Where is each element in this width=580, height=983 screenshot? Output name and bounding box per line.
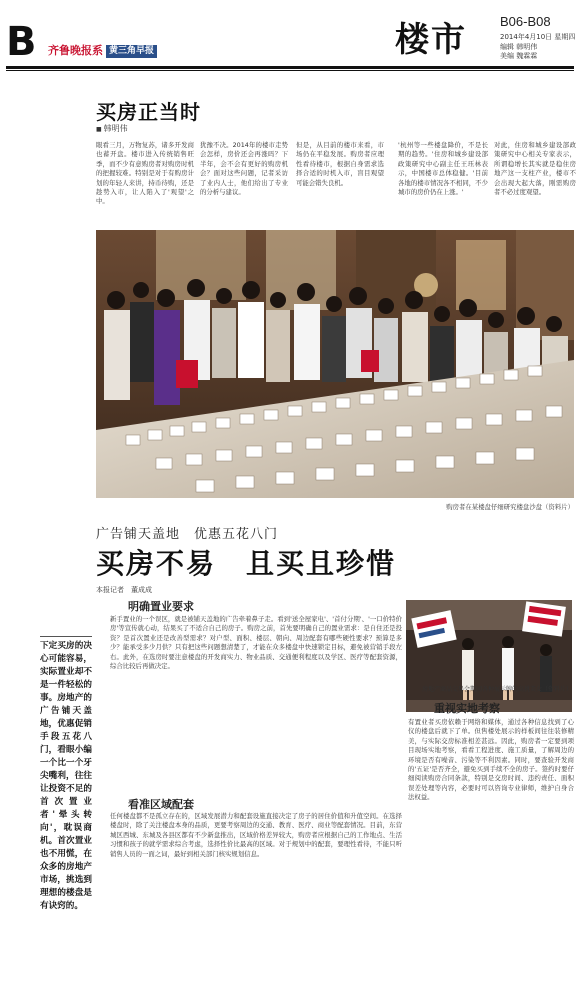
photo-caption: 购房者在某楼盘仔细研究楼盘沙盘（资料片）: [446, 503, 574, 511]
date-line: 2014年4月10日 星期四: [500, 33, 576, 41]
article1-column: 眼看三月，万物复苏，诸多开发商也蓄开盘。楼市进入传统销售旺季，而不少有意购房者对购房时机的把握较难。特别是对于有购房计划的年轻人来讲，持币待购，还是趁势入市，让人陷入了'观望'之中。: [96, 141, 194, 206]
article1-column: '杭州等一些楼盘降价，不是长期的趋势。'住房和城乡建设部政策研究中心副主任王珏林表示，中国楼市总体稳健。'目前各地的楼市情况各不相同，不少城市的房价仍在上涨。': [398, 141, 488, 197]
article1-column: 犹豫不决。2014年的楼市走势会怎样，房价还会再涨吗？下半年，会不会有更好的购房机会？面对这些问题，记者采访了业内人士，他们给出了专业的分析与建议。: [200, 141, 288, 197]
subhead: 明确置业要求: [128, 600, 194, 613]
article1-column: 但是，从目前的楼市来看，市场仍在平稳发展。购房者应理性看待楼市，根据自身需求选择合适的时机入市，盲目观望可能会错失良机。: [296, 141, 384, 187]
article2-byline: 本报记者 董成成: [96, 586, 152, 594]
article2-kicker: 广告铺天盖地 优惠五花八门: [96, 527, 279, 542]
section-letter: B: [6, 19, 37, 65]
article2-body: 新手置业的一个误区，就是被铺天盖地的广告牵着鼻子走。看到'送全屋家电'、'首付分期'、'一口价特价房'等宣传就心动，结果买了不适合自己的房子。购房之前，首先要明确自己的置业需求：是自住还是投资？是首次置业还是改善型需求？对户型、面积、楼层、朝向、周边配套有哪些硬性要求？预算是多少？能承受多少月供？只有把这些问题想清楚了，才能在众多楼盘中快速锁定目标，避免被营销手段左右。此外，在选房时要注意楼盘的开发商实力、物业品质、交通便利程度以及学区、医疗等配套资源，综合比较后再做决定。: [110, 615, 402, 671]
article1-headline: 买房正当时: [96, 100, 201, 124]
paper-name: 齐鲁晚报系: [48, 44, 103, 57]
subhead: 看准区域配套: [128, 798, 194, 811]
masthead-rule-thin: [6, 70, 574, 71]
masthead-rule: [6, 66, 574, 69]
article1-column: 对此，住房和城乡建设部政策研究中心相关专家表示，所谓稳增长其实就是稳住房地产这一支柱产业，楼市不会出现大起大落，刚需购房者不必过度观望。: [494, 141, 576, 197]
sales-office-photo: [96, 230, 574, 498]
article2-body: 任何楼盘都不是孤立存在的，区域发展潜力和配套设施直接决定了房子的居住价值和升值空间。在选择楼盘时，除了关注楼盘本身的品质，更要考察周边的交通、教育、医疗、商业等配套情况。目前，东营城区西城、东城及各县区都有不少新盘推出，区域价格差异较大，购房者应根据自己的工作地点、生活习惯和孩子的就学需求综合考虑，选择性价比最高的区域。对于规划中的配套，要理性看待，不能只听销售人员的一面之词，最好到相关部门核实规划信息。: [110, 812, 402, 858]
paper-logo: [48, 42, 157, 58]
subhead: 重视实地考察: [434, 702, 500, 715]
page-range: B06-B08: [500, 14, 551, 29]
pull-quote-rule: [40, 636, 92, 637]
section-name: 楼市: [395, 20, 467, 60]
photo-caption: 房地产商品交易会期间各种展示牌的高挑美女（资料片）: [421, 686, 572, 693]
article2-body: 有置业者买房依赖于网络和媒体，通过各种信息找到了心仪的楼盘后就下了单。但售楼处展示的样板间往往装修精美，与实际交房标准相差甚远。因此，购房者一定要到项目现场实地考察，看看工程进度、施工质量，了解周边的环境是否有噪音、污染等不利因素。同时，要查验开发商的'五证'是否齐全，避免买到手续不全的房子。签约时要仔细阅读购房合同条款，特别是交房时间、违约责任、面积误差处理等内容，必要时可以咨询专业律师，维护自身合法权益。: [408, 718, 574, 802]
article2-headline: 买房不易 且买且珍惜: [96, 547, 397, 580]
editor-credits: [500, 43, 537, 61]
expo-photo: [406, 600, 572, 712]
sub-paper-badge: 黄三角早报: [106, 45, 157, 58]
designer-line: 美编 魏霖霖: [500, 52, 538, 60]
editor-line: 编辑 韩明伟: [500, 43, 538, 51]
article1-byline: ■ 韩明伟: [96, 123, 128, 134]
pull-quote: 下定买房的决心可能容易，实际置业却不是一件轻松的事。房地产的广告铺天盖地，优惠促销手段五花八门，看眼小编一个比一个牙尖嘴利，往往让投资不足的首次置业者'晕头转向'，耽误商机。首次置业也不用慌，在众多的房地产市场，挑选到理想的楼盘是有诀窍的。: [40, 641, 92, 911]
